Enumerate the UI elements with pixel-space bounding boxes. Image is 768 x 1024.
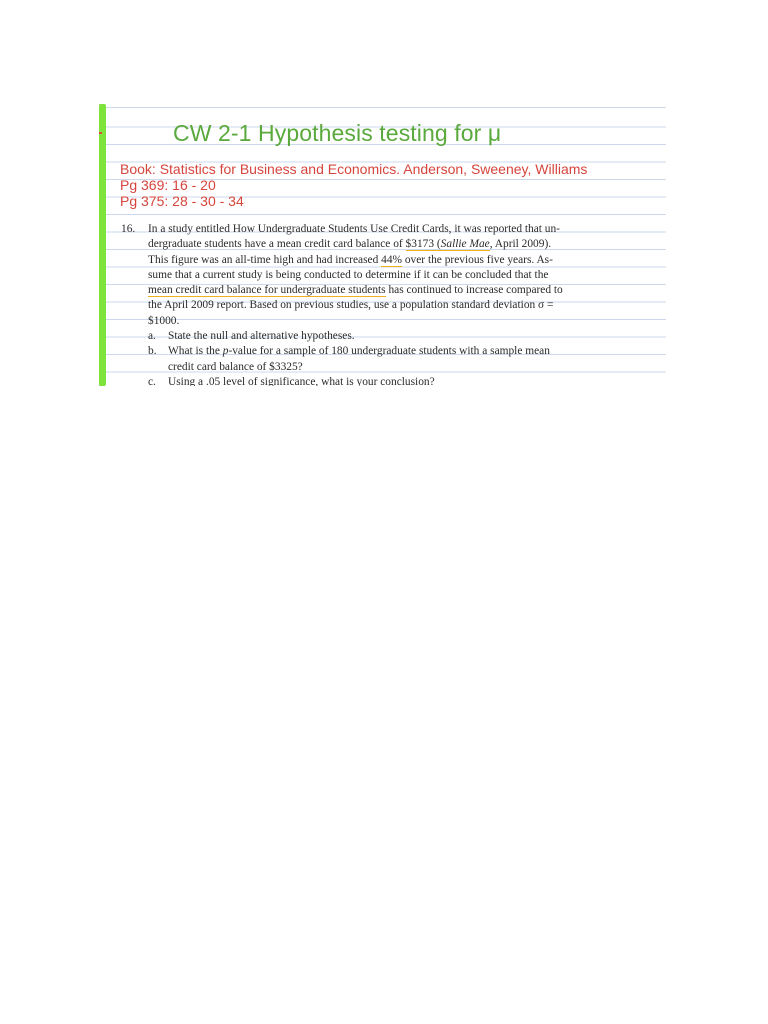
red-tick-mark: [99, 132, 102, 134]
text-span: , April 2009).: [489, 238, 552, 251]
highlighter-mark: [99, 104, 106, 386]
underlined-percent: 44%: [381, 253, 403, 266]
part-text: [168, 344, 601, 375]
text-span: $3173 (: [405, 238, 441, 251]
text-span: -value for a sample of 180 undergraduate students with a sample mean: [228, 345, 550, 358]
reference-pages-2: Pg 375: 28 - 30 - 34: [120, 193, 244, 209]
part-text: Using a .05 level of significance, what is your conclusion?: [168, 375, 435, 386]
part-a: [148, 329, 601, 344]
text-span: credit card balance of $3325?: [168, 360, 303, 373]
text-span: What is the: [168, 345, 223, 358]
note-snippet: [99, 104, 666, 386]
problem-line: [148, 237, 601, 252]
part-letter: c.: [148, 375, 156, 386]
problem-line: [148, 253, 601, 268]
problem-16: [121, 222, 601, 386]
source-name: Sallie Mae: [440, 238, 490, 251]
problem-line: sume that a current study is being conducted to determine if it can be concluded that the: [148, 268, 549, 281]
reference-pages-1: Pg 369: 16 - 20: [120, 177, 216, 193]
text-span: dergraduate students have a mean credit card balance of: [148, 238, 406, 251]
part-b: [148, 344, 601, 375]
italic-p: p: [222, 345, 229, 358]
part-text: State the null and alternative hypotheses.: [168, 330, 355, 343]
reference-book: Book: Statistics for Business and Economics. Anderson, Sweeney, Williams: [120, 161, 588, 177]
part-letter: b.: [148, 345, 157, 358]
note-title: CW 2-1 Hypothesis testing for μ: [173, 120, 502, 146]
text-span: over the previous five years. As-: [402, 253, 553, 266]
problem-line: the April 2009 report. Based on previous studies, use a population standard deviation σ =: [148, 299, 554, 312]
text-span: has continued to increase compared to: [385, 284, 563, 297]
problem-line: $1000.: [148, 314, 180, 327]
part-letter: a.: [148, 330, 156, 343]
problem-number: 16.: [121, 223, 136, 235]
problem-statement: [121, 222, 601, 329]
text-span: This figure was an all-time high and had increased: [148, 253, 382, 266]
problem-line: In a study entitled How Undergraduate Students Use Credit Cards, it was reported that un-: [148, 223, 560, 235]
underlined-phrase: mean credit card balance for undergraduate students: [148, 284, 386, 297]
part-c: [148, 375, 601, 386]
problem-text: [148, 222, 601, 329]
problem-line: [148, 283, 601, 298]
book-references: [120, 161, 587, 209]
underlined-amount: [406, 238, 490, 251]
